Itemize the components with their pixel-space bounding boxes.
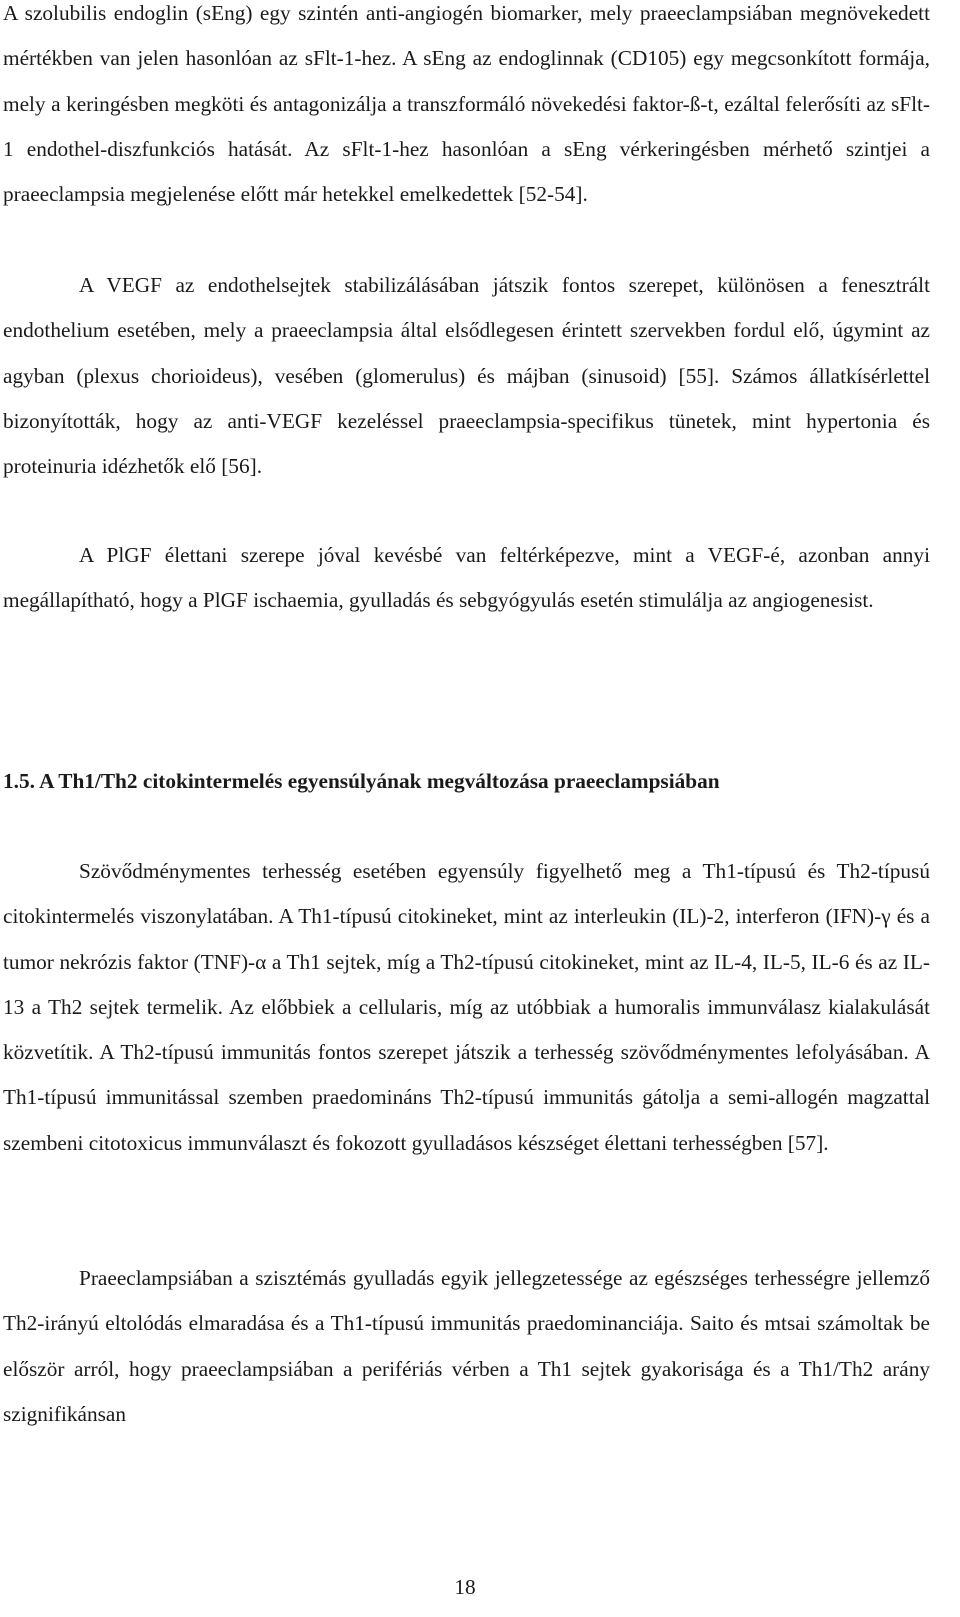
paragraph-VEGF: A VEGF az endothelsejtek stabilizálásában játszik fontos szerepet, különösen a fenesztrált endothelium esetében, mely a praeeclampsia által elsődlegesen érintett szervekben fordul elő, úgymint az agyban (plexus chorioideus), vesében (glomerulus) és májban (sinusoid) [55]. Számos állatkísérlettel bizonyították, hogy az anti-VEGF kezeléssel praeeclampsia-specifikus tünetek, mint hypertonia és proteinuria idézhetők elő [56].	[3, 273, 930, 479]
paragraph-th1-th2-balance: Szövődménymentes terhesség esetében egyensúly figyelhető meg a Th1-típusú és Th2-típusú citokintermelés viszonylatában. A Th1-típusú citokineket, mint az interleukin (IL)-2, interferon (IFN)-γ és a tumor nekrózis faktor (TNF)-α a Th1 sejtek, míg a Th2-típusú citokineket, mint az IL-4, IL-5, IL-6 és az IL-13 a Th2 sejtek termelik. Az előbbiek a cellularis, míg az utóbbiak a humoralis immunválasz kialakulását közvetítik. A Th2-típusú immunitás fontos szerepet játszik a terhesség szövődménymentes lefolyásában. A Th1-típusú immunitással szemben praedomináns Th2-típusú immunitás gátolja a semi-allogén magzattal szembeni citotoxicus immunválaszt és fokozott gyulladásos készséget élettani terhességben [57].	[3, 859, 930, 1155]
paragraph-praeeclampsia-inflammation: Praeeclampsiában a szisztémás gyulladás egyik jellegzetessége az egészséges terhességre jellemző Th2-irányú eltolódás elmaradása és a Th1-típusú immunitás praedominanciája. Saito és mtsai számoltak be először arról, hogy praeeclampsiában a perifériás vérben a Th1 sejtek gyakorisága és a Th1/Th2 arány szignifikánsan	[3, 1266, 930, 1426]
page-number: 18	[454, 1575, 476, 1599]
section-heading: 1.5. A Th1/Th2 citokintermelés egyensúlyának megváltozása praeeclampsiában	[3, 769, 720, 793]
paragraph-sEng: A szolubilis endoglin (sEng) egy szintén anti-angiogén biomarker, mely praeeclampsiában megnövekedett mértékben van jelen hasonlóan az sFlt-1-hez. A sEng az endoglinnak (CD105) egy megcsonkított formája, mely a keringésben megköti és antagonizálja a transzformáló növekedési faktor-ß-t, ezáltal felerősíti az sFlt-1 endothel-diszfunkciós hatását. Az sFlt-1-hez hasonlóan a sEng vérkeringésben mérhető szintjei a praeeclampsia megjelenése előtt már hetekkel emelkedettek [52-54].	[3, 1, 930, 207]
paragraph-PlGF: A PlGF élettani szerepe jóval kevésbé van feltérképezve, mint a VEGF-é, azonban annyi megállapítható, hogy a PlGF ischaemia, gyulladás és sebgyógyulás esetén stimulálja az angiogenesist.	[3, 543, 930, 613]
